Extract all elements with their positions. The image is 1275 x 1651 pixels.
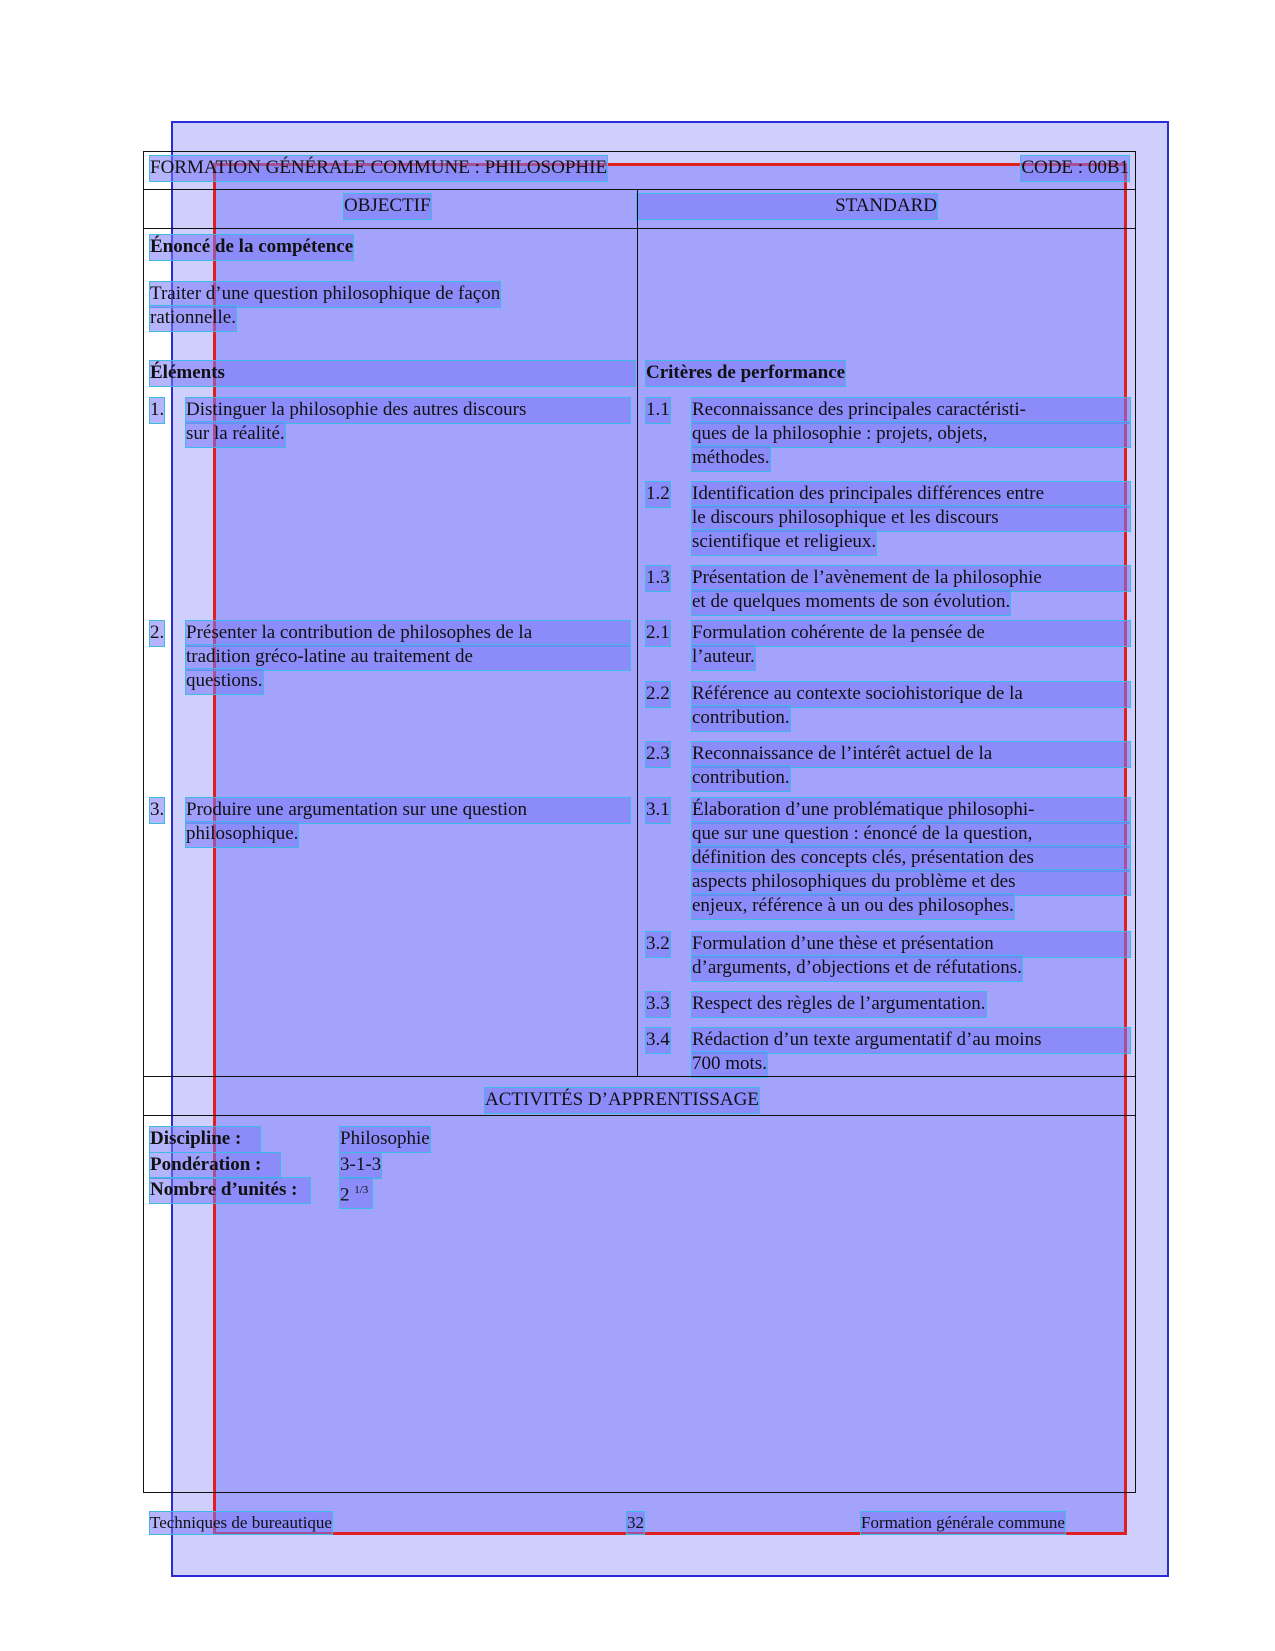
column-header-objectif: OBJECTIF [344, 194, 431, 219]
course-code: CODE : 00B1 [1021, 156, 1129, 181]
criterion-text: contribution. [692, 766, 790, 791]
criterion-text: Formulation cohérente de la pensée de [692, 621, 1130, 646]
criterion-text: contribution. [692, 706, 790, 731]
activities-title: ACTIVITÉS D’APPRENTISSAGE [485, 1088, 759, 1113]
elements-heading: Éléments [150, 361, 635, 386]
divider [144, 1115, 1135, 1116]
units-value [340, 1178, 372, 1208]
element-text: Présenter la contribution de philosophes de la [186, 621, 630, 646]
criterion-text: scientifique et religieux. [692, 530, 876, 555]
element-text: Distinguer la philosophie des autres discours [186, 398, 630, 423]
criterion-text: Respect des règles de l’argumentation. [692, 992, 986, 1017]
divider [144, 189, 1135, 190]
criterion-text: l’auteur. [692, 645, 755, 670]
units-whole: 2 [340, 1184, 350, 1206]
competence-text: rationnelle. [150, 306, 236, 331]
footer-left: Techniques de bureautique [150, 1513, 332, 1532]
column-divider [637, 189, 638, 1076]
criterion-text: Référence au contexte sociohistorique de la [692, 682, 1130, 707]
criterion-text: Rédaction d’un texte argumentatif d’au moins [692, 1028, 1130, 1053]
element-text: Produire une argumentation sur une question [186, 798, 630, 823]
criterion-number: 1.2 [646, 482, 670, 507]
criterion-text: définition des concepts clés, présentation des [692, 846, 1130, 871]
criterion-text: que sur une question : énoncé de la question, [692, 822, 1130, 847]
criterion-text: le discours philosophique et les discours [692, 506, 1130, 531]
units-fraction: 1/3 [354, 1184, 369, 1196]
criterion-text: ques de la philosophie : projets, objets, [692, 422, 1130, 447]
page-number: 32 [627, 1513, 644, 1532]
element-number: 3. [150, 798, 164, 823]
criterion-number: 3.4 [646, 1028, 670, 1053]
criterion-text: Identification des principales différences entre [692, 482, 1130, 507]
discipline-value: Philosophie [340, 1127, 430, 1152]
element-text: sur la réalité. [186, 422, 285, 447]
document-title: FORMATION GÉNÉRALE COMMUNE : PHILOSOPHIE [150, 156, 607, 181]
element-number: 2. [150, 621, 164, 646]
criterion-text: 700 mots. [692, 1052, 767, 1077]
divider [144, 228, 1135, 229]
criterion-text: et de quelques moments de son évolution. [692, 590, 1010, 615]
criterion-text: enjeux, référence à un ou des philosophes. [692, 894, 1014, 919]
criterion-text: Formulation d’une thèse et présentation [692, 932, 1130, 957]
divider [144, 1076, 1135, 1077]
criterion-text: Élaboration d’une problématique philosophi- [692, 798, 1130, 823]
discipline-label: Discipline : [150, 1127, 260, 1152]
criterion-number: 1.3 [646, 566, 670, 591]
criterion-text: méthodes. [692, 446, 770, 471]
column-header-standard: STANDARD [637, 194, 937, 219]
criterion-text: Présentation de l’avènement de la philosophie [692, 566, 1130, 591]
competence-heading: Énoncé de la compétence [150, 235, 353, 260]
ponderation-value: 3-1-3 [340, 1153, 381, 1178]
criterion-number: 3.2 [646, 932, 670, 957]
criterion-number: 2.3 [646, 742, 670, 767]
competence-table [143, 151, 1136, 1493]
criterion-number: 1.1 [646, 398, 670, 423]
element-text: philosophique. [186, 822, 298, 847]
criterion-text: d’arguments, d’objections et de réfutations. [692, 956, 1022, 981]
criterion-number: 2.1 [646, 621, 670, 646]
criterion-number: 2.2 [646, 682, 670, 707]
element-number: 1. [150, 398, 164, 423]
element-text: tradition gréco-latine au traitement de [186, 645, 630, 670]
footer-right: Formation générale commune [861, 1513, 1065, 1532]
criterion-text: aspects philosophiques du problème et des [692, 870, 1130, 895]
criterion-number: 3.3 [646, 992, 670, 1017]
criteria-heading: Critères de performance [646, 361, 845, 386]
units-label: Nombre d’unités : [150, 1178, 310, 1203]
competence-text: Traiter d’une question philosophique de façon [150, 282, 500, 307]
ponderation-label: Pondération : [150, 1153, 280, 1178]
criterion-number: 3.1 [646, 798, 670, 823]
criterion-text: Reconnaissance de l’intérêt actuel de la [692, 742, 1130, 767]
criterion-text: Reconnaissance des principales caractéristi- [692, 398, 1130, 423]
element-text: questions. [186, 669, 263, 694]
